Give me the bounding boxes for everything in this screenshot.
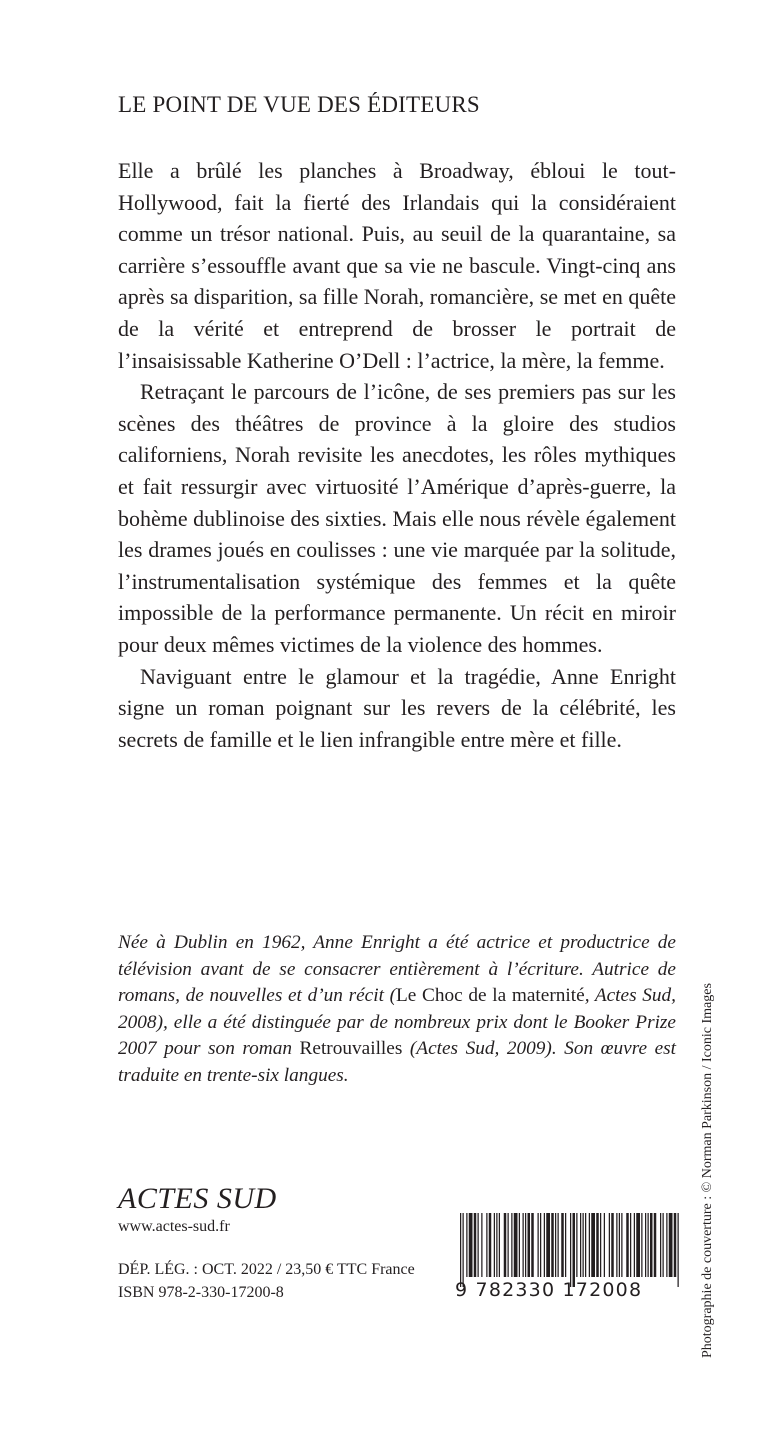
- barcode-bar: [525, 1213, 526, 1277]
- barcode-bar: [678, 1213, 679, 1287]
- barcode-bar: [531, 1213, 534, 1277]
- barcode-bar: [528, 1213, 531, 1277]
- barcode-bar: [573, 1213, 576, 1287]
- barcode-bar: [486, 1213, 487, 1277]
- publisher-website: www.actes-sud.fr: [118, 1218, 230, 1235]
- barcode-bar: [621, 1213, 622, 1277]
- barcode-bar: [546, 1213, 550, 1277]
- barcode-bar: [558, 1213, 559, 1277]
- publisher-logo: ACTES SUD: [118, 1182, 277, 1215]
- barcode-bar: [666, 1213, 667, 1277]
- barcode-bar: [499, 1213, 500, 1277]
- barcode-bar: [494, 1213, 495, 1277]
- barcode-bar: [555, 1213, 556, 1277]
- barcode-bar: [609, 1213, 610, 1277]
- bio-text-2: , Actes Sud, 2008), elle a été distinguée par de nombreux prix dont le Booker Prize 2007 pour son roman: [118, 985, 677, 1059]
- barcode-bar: [478, 1213, 479, 1277]
- barcode-bar: [650, 1213, 653, 1277]
- barcode-bar: [489, 1213, 492, 1277]
- barcode-bar: [619, 1213, 620, 1277]
- barcode-bar: [591, 1213, 595, 1277]
- photo-credit: Photographie de couverture : © Norman Parkinson / Iconic Images: [700, 983, 715, 1358]
- barcode-bar: [561, 1213, 564, 1277]
- barcode-bar: [474, 1213, 477, 1277]
- barcode-bar: [523, 1213, 524, 1277]
- barcode-bar: [544, 1213, 545, 1277]
- barcode-bar: [508, 1213, 509, 1277]
- barcode-bar: [580, 1213, 581, 1277]
- bio-text-1: Née à Dublin en 1962, Anne Enright a été actrice et productrice de télévision avant de se consacrer entièrement à l’écriture. Autrice de romans, de nouvelles et d’un récit (: [118, 932, 676, 1006]
- bio-book-title-1: Le Choc de la maternité: [396, 985, 585, 1006]
- barcode-bar: [604, 1213, 605, 1277]
- barcode-bar: [481, 1213, 482, 1277]
- isbn: ISBN 978-2-330-17200-8: [118, 1284, 284, 1301]
- barcode-bar: [589, 1213, 590, 1277]
- barcode-bar: [654, 1213, 657, 1277]
- barcode-bar: [674, 1213, 677, 1277]
- barcode-bar: [551, 1213, 554, 1277]
- barcode-bar: [460, 1213, 461, 1287]
- barcode-bar: [463, 1213, 464, 1287]
- barcode-bar: [538, 1213, 539, 1277]
- bio-text-3: (Actes Sud, 2009). Son œuvre est traduite en trente-six langues.: [118, 1038, 676, 1086]
- barcode-bar: [645, 1213, 646, 1277]
- blurb: [118, 155, 676, 755]
- barcode-bar: [570, 1213, 571, 1287]
- barcode-bar: [611, 1213, 614, 1277]
- barcode-bar: [514, 1213, 518, 1277]
- legal-info: [118, 1258, 458, 1304]
- barcode-bar: [660, 1213, 661, 1277]
- barcode-bar: [600, 1213, 601, 1277]
- blurb-paragraph-3: Naviguant entre le glamour et la tragédie, Anne Enright signe un roman poignant sur les revers de la célébrité, les secrets de famille et le lien infrangible entre mère et fille.: [118, 663, 676, 752]
- legal-deposit-price: DÉP. LÉG. : OCT. 2022 / 23,50 € TTC France: [118, 1261, 415, 1278]
- barcode-bar: [519, 1213, 520, 1277]
- barcode-bar: [565, 1213, 566, 1277]
- barcode-bar: [576, 1213, 577, 1277]
- barcode-bar: [630, 1213, 631, 1277]
- barcode-bar: [596, 1213, 599, 1277]
- author-bio: [118, 930, 676, 1089]
- barcode-bar: [663, 1213, 664, 1277]
- barcode-bar: [540, 1213, 541, 1277]
- barcode-bar: [616, 1213, 617, 1277]
- blurb-paragraph-2: Retraçant le parcours de l’icône, de ses premiers pas sur les scènes des théâtres de province à la gloire des studios californiens, Norah revisite les anecdotes, les rôles mythiques et fait ressurgir avec virtuosité l’Amérique d’après-guerre, la bohème dublinoise des sixties. Mais elle nous révèle également les drames joués en coulisses : une vie marquée par la solitude, l’instrumentalisation systémique des femmes et la quête impossible de la performance permanente. Un récit en miroir pour deux mêmes victimes de la violence des hommes.: [118, 379, 676, 657]
- barcode-digits: 9 782330 172008: [455, 1279, 643, 1301]
- section-heading: LE POINT DE VUE DES ÉDITEURS: [118, 92, 480, 117]
- barcode-bar: [626, 1213, 629, 1277]
- barcode-bar: [496, 1213, 497, 1277]
- barcode-icon: [459, 1213, 681, 1287]
- blurb-paragraph-1: Elle a brûlé les planches à Broadway, ébloui le tout-Hollywood, fait la fierté des Irlandais qui la considéraient comme un trésor national. Puis, au seuil de la quarantaine, sa carrière s’essouffle avant que sa vie ne bascule. Vingt-cinq ans après sa disparition, sa fille Norah, romancière, se met en quête de la vérité et entreprend de brosser le portrait de l’insaisissable Katherine O’Dell : l’actrice, la mère, la femme.: [118, 158, 676, 373]
- barcode-bar: [504, 1213, 507, 1277]
- barcode-bar: [636, 1213, 640, 1277]
- barcode-bar: [648, 1213, 649, 1277]
- barcode-bar: [469, 1213, 473, 1277]
- barcode-bar: [466, 1213, 467, 1277]
- barcode-bar: [634, 1213, 635, 1277]
- barcode-bar: [511, 1213, 512, 1277]
- barcode-bar: [583, 1213, 584, 1277]
- bio-book-title-2: Retrouvailles: [299, 1038, 403, 1059]
- barcode-bar: [669, 1213, 673, 1277]
- barcode-bar: [585, 1213, 586, 1277]
- barcode-bar: [641, 1213, 642, 1277]
